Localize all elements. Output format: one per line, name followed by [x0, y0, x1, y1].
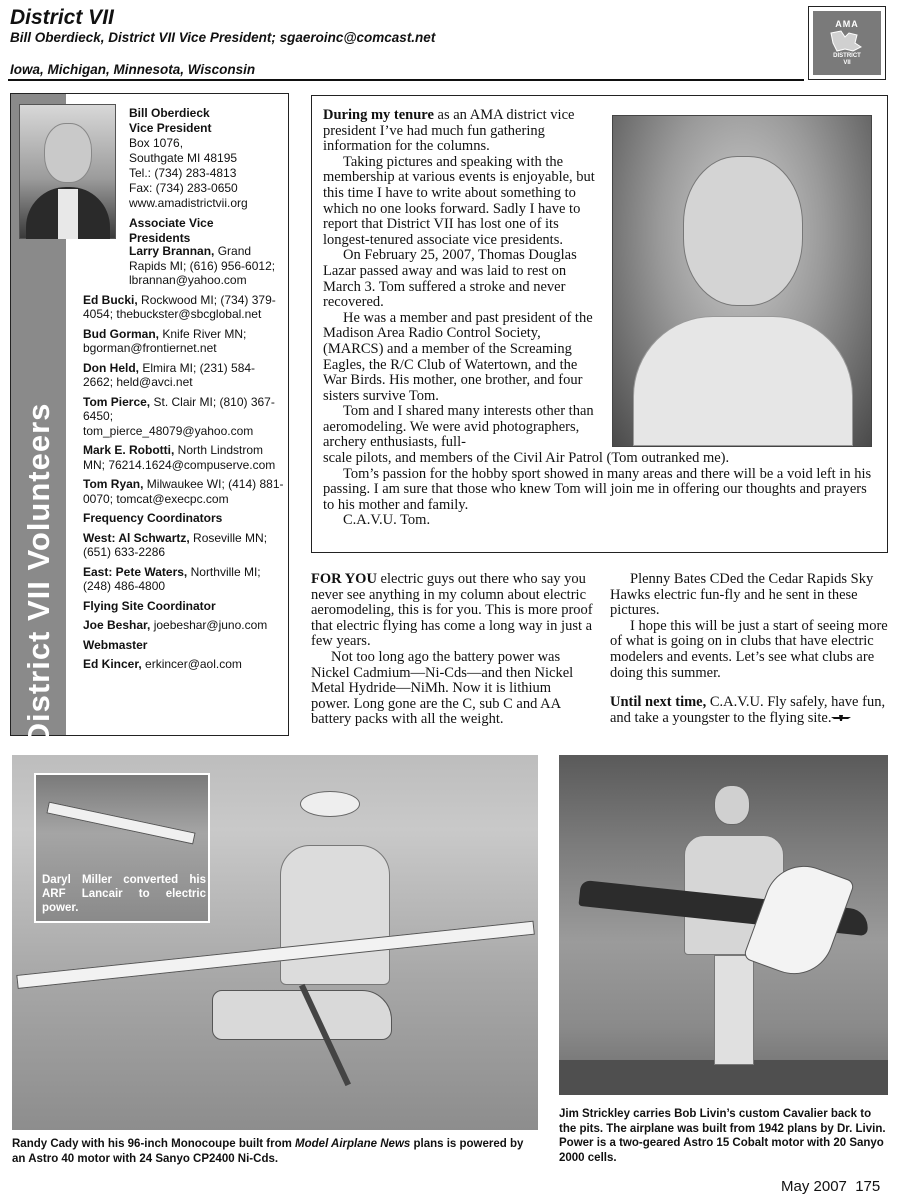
state-outline-icon	[827, 29, 867, 53]
article-column-right	[610, 572, 892, 726]
monocoupe-caption: Randy Cady with his 96-inch Monocoupe built from Model Airplane News plans is powered by an Astro 40 motor with 24 Sanyo CP2400 Ni-Cds.	[12, 1138, 524, 1165]
vp-website: www.amadistrictvii.org	[129, 196, 248, 210]
article-paragraph: Not too long ago the battery power was Nickel Cadmium—Ni-Cds—and then Nickel Metal Hydride—NiMh. Now it is lithium power. Long gone are the C, sub C and AA battery packs with all the weight.	[311, 648, 574, 728]
vp-name: Bill Oberdieck	[129, 106, 210, 120]
photo2-head	[714, 785, 750, 825]
vp-portrait-face	[44, 123, 92, 183]
issue-date: May 2007	[781, 1178, 847, 1195]
tribute-paragraph-continued: scale pilots, and members of the Civil Air Patrol (Tom outranked me).	[323, 450, 730, 467]
logo-ama-text: AMA	[835, 19, 859, 29]
tribute-paragraph: Taking pictures and speaking with the membership at various events is enjoyable, but this time I have to write about something to which no one looks forward. Sadly I have to report that District VII has lost one of its longest-tenured associate vice presidents.	[323, 153, 595, 248]
logo-district-text: DISTRICT	[833, 53, 861, 59]
tribute-paragraph: Tom’s passion for the hobby sport showed in many areas and there will be a void left in his passing. I am sure that those who knew Tom will join me in offering our thoughts and prayers to his mother and family.	[323, 465, 872, 513]
frequency-entry: West: Al Schwartz, Roseville MN; (651) 633-2286	[83, 530, 268, 559]
section-title: District VII	[10, 6, 114, 29]
article-paragraph: I hope this will be just a start of seeing more of what is going on in clubs that have electric modelers and events. Let’s see what clubs are doing this summer.	[610, 617, 888, 681]
page-number: 175	[855, 1178, 881, 1195]
volunteer-entry: Mark E. Robotti, North Lindstrom MN; 76214.1624@compuserve.com	[83, 443, 276, 472]
tribute-paragraph: On February 25, 2007, Thomas Douglas Lazar passed away and was laid to rest on March 3. Tom suffered a stroke and never recovered.	[323, 247, 577, 311]
monocoupe-photo	[12, 755, 538, 1130]
tribute-box	[311, 95, 888, 553]
photo1-airplane-fuselage	[212, 990, 392, 1040]
flying-site-entry: Joe Beshar, joebeshar@juno.com	[83, 618, 268, 632]
volunteer-entry: Tom Ryan, Milwaukee WI; (414) 881-0070; tomcat@execpc.com	[83, 477, 284, 506]
tribute-signoff: C.A.V.U. Tom.	[343, 512, 431, 529]
volunteer-list	[83, 244, 285, 677]
cavalier-caption: Jim Strickley carries Bob Livin’s custom Cavalier back to the pits. The airplane was built from 1942 plans by Dr. Livin. Power is a two-geared Astro 15 Cobalt motor with 20 Sanyo 2000 cells.	[559, 1108, 886, 1164]
vp-fax: Fax: (734) 283-0650	[129, 181, 238, 195]
vp-portrait-shirt	[58, 189, 78, 239]
section-subtitle: Bill Oberdieck, District VII Vice President; sgaeroinc@comcast.net	[10, 30, 436, 45]
vp-address-line1: Box 1076,	[129, 136, 184, 150]
tribute-paragraph: Tom and I shared many interests other than aeromodeling. We were avid photographers, archery enthusiasts, full-	[323, 403, 594, 451]
page-footer	[781, 1178, 880, 1195]
header-rule	[8, 79, 804, 81]
vp-portrait	[19, 104, 116, 239]
cavalier-photo	[559, 755, 888, 1095]
photo1-torso	[280, 845, 390, 985]
frequency-heading: Frequency Coordinators	[83, 511, 223, 525]
frequency-entry: East: Pete Waters, Northville MI; (248) 486-4800	[83, 564, 261, 593]
webmaster-heading: Webmaster	[83, 637, 148, 652]
vp-address-line2: Southgate MI 48195	[129, 151, 238, 165]
tribute-text	[323, 108, 878, 529]
article-column-left	[311, 572, 593, 728]
photo1-hat	[300, 791, 360, 817]
photo2-legs	[714, 955, 754, 1065]
webmaster-entry: Ed Kincer, erkincer@aol.com	[83, 657, 242, 671]
article-paragraph: Plenny Bates CDed the Cedar Rapids Sky Hawks electric fun-fly and he sent in these pictures.	[610, 571, 874, 619]
sidebar-strip-label: District VII Volunteers	[21, 402, 56, 746]
michigan-map-icon	[813, 11, 881, 75]
inset-caption: Daryl Miller converted his ARF Lancair to electric power.	[42, 874, 206, 914]
district-states: Iowa, Michigan, Minnesota, Wisconsin	[10, 62, 256, 77]
article-closing: Until next time, C.A.V.U. Fly safely, have fun, and take a youngster to the flying site.	[610, 694, 886, 726]
tribute-paragraph: During my tenure as an AMA district vice president I’ve had much fun gathering information for the columns.	[323, 107, 575, 155]
tribute-paragraph: He was a member and past president of the Madison Area Radio Control Society, (MARCS) and a member of the Screaming Eagles, the R/C Club of Watertown, and the War Birds. His mother, one brother, and four sisters survive Tom.	[323, 309, 593, 404]
logo-district-number: VII	[843, 60, 851, 66]
avp-heading-line1: Associate Vice	[129, 216, 214, 230]
vp-telephone: Tel.: (734) 283-4813	[129, 166, 237, 180]
volunteer-entry: Larry Brannan, Grand Rapids MI; (616) 956-6012; lbrannan@yahoo.com	[129, 244, 276, 287]
avp-heading-line2: Presidents	[129, 231, 191, 245]
volunteer-entry: Ed Bucki, Rockwood MI; (734) 379-4054; thebuckster@sbcglobal.net	[83, 292, 276, 321]
district-logo	[808, 6, 886, 80]
volunteer-entry: Tom Pierce, St. Clair MI; (810) 367-6450; tom_pierce_48079@yahoo.com	[83, 394, 275, 438]
inset-airplane	[46, 802, 195, 845]
vp-contact-card	[129, 106, 284, 246]
vp-role: Vice President	[129, 121, 212, 135]
volunteer-entry: Don Held, Elmira MI; (231) 584-2662; held@avci.net	[83, 360, 256, 389]
volunteer-entry: Bud Gorman, Knife River MN; bgorman@frontiernet.net	[83, 326, 247, 355]
ama-endmark-icon	[831, 713, 851, 723]
flying-site-heading: Flying Site Coordinator	[83, 598, 216, 613]
volunteers-sidebar	[10, 93, 289, 746]
lancair-inset-photo	[34, 773, 210, 923]
article-paragraph: FOR YOU electric guys out there who say you never see anything in my column about electric aeromodeling, this is for you. This is more proof that electric flying has come a long way in just a few years.	[311, 571, 593, 650]
